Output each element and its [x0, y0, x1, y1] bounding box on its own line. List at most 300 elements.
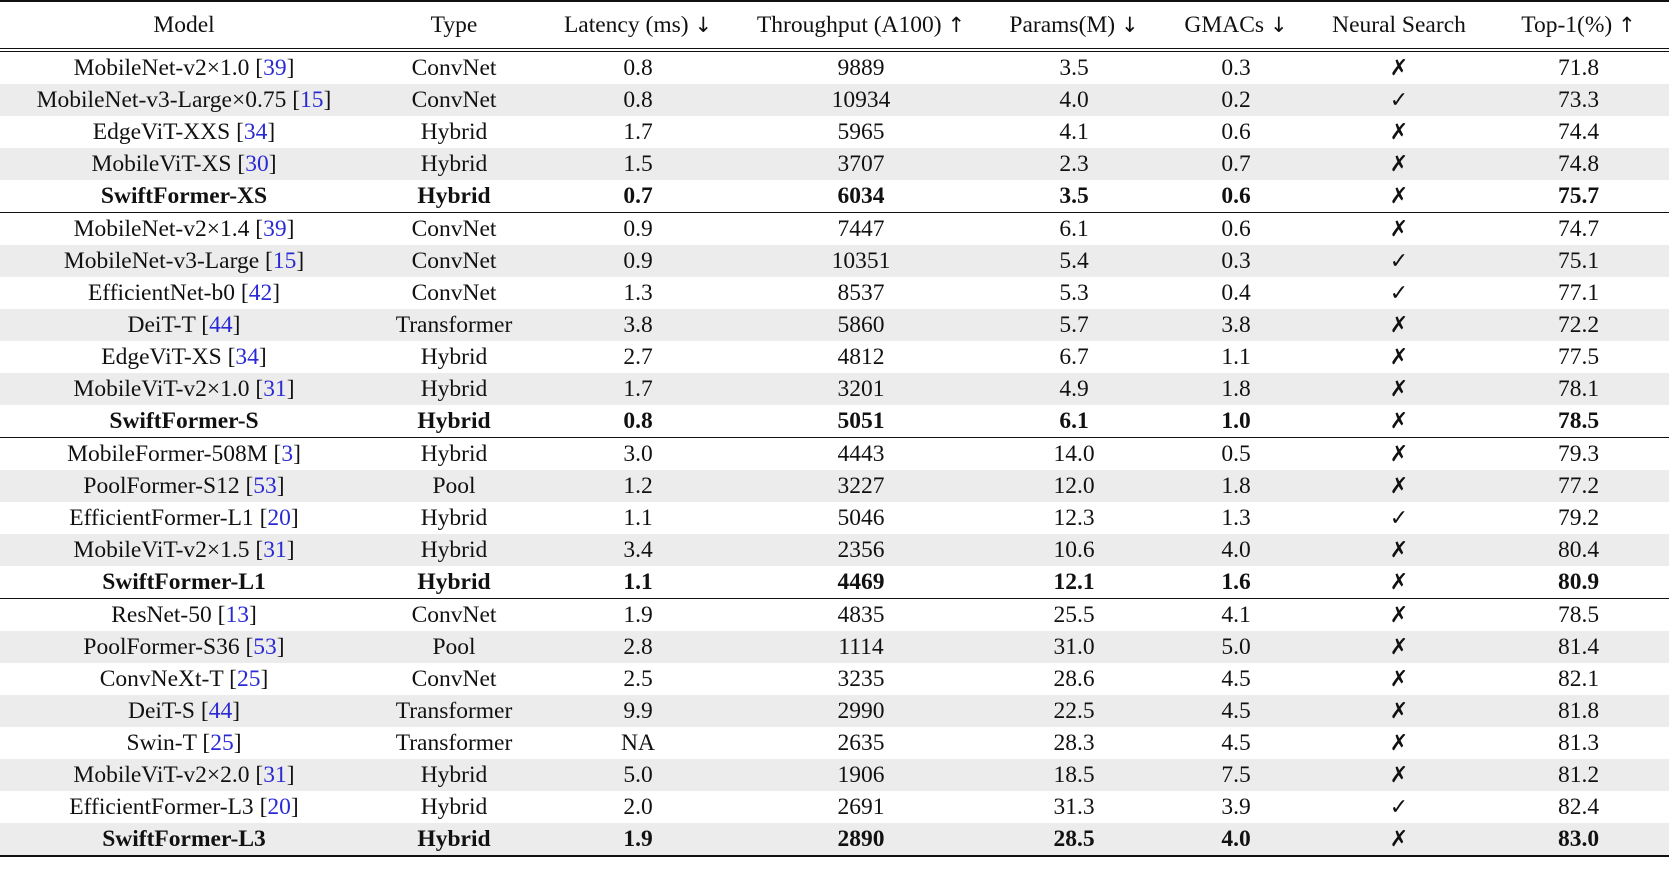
cell-model — [0, 566, 368, 599]
cell-params: 12.1 — [986, 566, 1162, 599]
cell-params: 6.7 — [1059, 344, 1089, 370]
cell-model: PoolFormer-S36 [53] — [0, 631, 368, 663]
citation-link[interactable]: 31 — [263, 376, 287, 402]
down-arrow-icon: ↓ — [694, 13, 713, 37]
cell-gmacs: 0.6 — [1221, 119, 1251, 145]
cross-icon: ✗ — [1389, 376, 1409, 402]
citation-link[interactable]: 39 — [263, 55, 287, 81]
model-name: EdgeViT-XXS — [92, 119, 231, 145]
cell-gmacs: 1.8 — [1162, 470, 1310, 502]
table-row — [0, 148, 1669, 180]
cell-params: 5.3 — [1059, 280, 1089, 306]
cell-top1: 75.1 — [1488, 245, 1669, 277]
cell-latency: NA — [621, 730, 655, 756]
cell-params: 12.3 — [1053, 505, 1095, 531]
table-row — [0, 245, 1669, 277]
cell-neural-search — [1310, 50, 1488, 84]
cell-gmacs: 0.2 — [1162, 84, 1310, 116]
cell-type: Hybrid — [368, 823, 540, 856]
cell-gmacs: 0.5 — [1221, 441, 1251, 467]
cell-type: Transformer — [395, 730, 513, 756]
cell-type: Pool — [368, 631, 540, 663]
cross-icon: ✗ — [1389, 762, 1409, 788]
cell-throughput: 4443 — [837, 441, 885, 467]
table-row — [0, 759, 1669, 791]
cell-latency: 5.0 — [540, 759, 736, 791]
cell-type: Hybrid — [368, 759, 540, 791]
model-name: ConvNeXt-T — [99, 666, 224, 692]
cell-top1: 81.4 — [1488, 631, 1669, 663]
cell-model: DeiT-S [44] — [0, 695, 368, 727]
header-row — [0, 1, 1669, 50]
cell-throughput: 7447 — [837, 216, 885, 242]
cross-icon: ✗ — [1389, 730, 1409, 756]
cell-latency: 1.2 — [540, 470, 736, 502]
cell-gmacs: 0.6 — [1221, 216, 1251, 242]
cell-type: Hybrid — [420, 505, 488, 531]
cell-latency: 3.0 — [623, 441, 653, 467]
cell-params: 18.5 — [986, 759, 1162, 791]
cross-icon: ✗ — [1389, 344, 1409, 370]
cell-type: Pool — [368, 470, 540, 502]
cross-icon: ✗ — [1389, 55, 1409, 81]
model-name: Swin-T — [126, 730, 197, 756]
cell-latency: 0.9 — [623, 216, 653, 242]
cell-model: EdgeViT-XS [34] — [101, 344, 267, 370]
cell-type: Hybrid — [368, 405, 540, 438]
cell-model — [0, 180, 368, 213]
cell-model: ResNet-50 [13] — [111, 602, 257, 628]
cell-params: 6.1 — [986, 405, 1162, 438]
cell-gmacs: 5.0 — [1162, 631, 1310, 663]
cell-type: Hybrid — [420, 794, 488, 820]
cell-model: MobileNet-v2×1.0 [39] — [73, 55, 295, 81]
header-throughput: Throughput (A100) ↑ — [736, 1, 986, 50]
cell-model: PoolFormer-S12 [53] — [0, 470, 368, 502]
cell-neural-search — [1310, 180, 1488, 213]
cell-throughput: 2890 — [736, 823, 986, 856]
cell-type: Transformer — [368, 695, 540, 727]
check-icon: ✓ — [1389, 505, 1409, 531]
citation-link[interactable]: 15 — [300, 87, 324, 113]
cell-throughput: 1906 — [736, 759, 986, 791]
cell-gmacs: 3.8 — [1162, 309, 1310, 341]
cell-neural-search — [1310, 823, 1488, 856]
citation-link[interactable]: 44 — [208, 698, 233, 724]
cell-top1: 73.3 — [1488, 84, 1669, 116]
table-row — [0, 84, 1669, 116]
cell-throughput: 4469 — [736, 566, 986, 599]
cell-params: 5.4 — [986, 245, 1162, 277]
header-params: Params(M) ↓ — [986, 1, 1162, 50]
cell-latency: 0.8 — [623, 55, 653, 81]
cell-latency: 1.3 — [623, 280, 653, 306]
model-name: MobileViT-v2×1.0 — [73, 376, 250, 402]
cell-latency: 2.5 — [623, 666, 653, 692]
citation-link[interactable]: 13 — [225, 602, 249, 628]
citation-link[interactable]: 31 — [263, 537, 287, 563]
check-icon: ✓ — [1389, 280, 1409, 306]
cell-neural-search — [1310, 727, 1488, 759]
cell-neural-search — [1310, 213, 1488, 246]
cell-type: ConvNet — [411, 216, 497, 242]
cell-throughput: 2990 — [736, 695, 986, 727]
cell-latency: 1.5 — [540, 148, 736, 180]
cell-throughput: 5860 — [736, 309, 986, 341]
table-row — [0, 373, 1669, 405]
cell-type: Hybrid — [368, 148, 540, 180]
cell-throughput: 5965 — [837, 119, 885, 145]
model-name: DeiT-S — [127, 698, 195, 724]
cell-throughput: 3707 — [736, 148, 986, 180]
cell-model: EfficientFormer-L1 [20] — [69, 505, 299, 531]
cell-latency: 1.7 — [623, 119, 653, 145]
citation-link[interactable]: 34 — [243, 119, 268, 145]
cell-params: 31.0 — [986, 631, 1162, 663]
cell-params: 10.6 — [986, 534, 1162, 566]
down-arrow-icon: ↓ — [1269, 13, 1288, 37]
cell-neural-search — [1310, 759, 1488, 791]
cell-gmacs: 4.5 — [1221, 730, 1251, 756]
cell-throughput: 10934 — [736, 84, 986, 116]
cross-icon: ✗ — [1389, 441, 1409, 467]
cell-model: EdgeViT-XXS [34] — [92, 119, 276, 145]
cell-top1: 75.7 — [1488, 180, 1669, 213]
cell-neural-search — [1310, 373, 1488, 405]
cell-top1: 82.1 — [1557, 666, 1600, 692]
model-name: PoolFormer-S36 — [83, 634, 240, 660]
cell-params: 4.1 — [1059, 119, 1089, 145]
cell-throughput: 1114 — [736, 631, 986, 663]
cell-type: Transformer — [368, 309, 540, 341]
cell-top1: 78.1 — [1488, 373, 1669, 405]
cell-neural-search — [1310, 566, 1488, 599]
cell-model: MobileNet-v3-Large×0.75 [15] — [0, 84, 368, 116]
cell-top1: 77.5 — [1557, 344, 1600, 370]
cell-model: MobileViT-XS [30] — [0, 148, 368, 180]
cross-icon: ✗ — [1389, 698, 1409, 724]
cell-top1: 79.3 — [1557, 441, 1600, 467]
cell-model: Swin-T [25] — [126, 730, 242, 756]
down-arrow-icon: ↓ — [1121, 13, 1139, 37]
cell-gmacs: 3.9 — [1221, 794, 1251, 820]
cell-model: MobileFormer-508M [3] — [67, 441, 301, 467]
cell-params: 25.5 — [1053, 602, 1095, 628]
cross-icon: ✗ — [1389, 569, 1409, 595]
cell-top1: 79.2 — [1557, 505, 1600, 531]
cell-neural-search — [1310, 84, 1488, 116]
citation-link[interactable]: 42 — [248, 280, 273, 306]
check-icon: ✓ — [1389, 248, 1409, 274]
citation-link[interactable]: 31 — [263, 762, 287, 788]
cell-neural-search — [1310, 502, 1488, 534]
cell-top1: 71.8 — [1557, 55, 1600, 81]
cell-neural-search — [1310, 245, 1488, 277]
citation-link[interactable]: 34 — [235, 344, 259, 370]
cell-gmacs: 0.4 — [1221, 280, 1251, 306]
cell-gmacs: 1.1 — [1221, 344, 1251, 370]
cell-top1: 81.2 — [1488, 759, 1669, 791]
cell-latency: 1.9 — [623, 602, 653, 628]
cross-icon: ✗ — [1389, 473, 1409, 499]
cell-params: 6.1 — [1059, 216, 1089, 242]
cell-neural-search — [1310, 470, 1488, 502]
cell-gmacs: 1.3 — [1221, 505, 1251, 531]
cell-model: EfficientFormer-L3 [20] — [69, 794, 299, 820]
cell-neural-search — [1310, 148, 1488, 180]
cell-neural-search — [1310, 116, 1488, 148]
citation-link[interactable]: 3 — [281, 441, 294, 467]
cell-model: MobileViT-v2×1.0 [31] — [0, 373, 368, 405]
cross-icon: ✗ — [1389, 602, 1409, 628]
model-name: MobileViT-XS — [91, 151, 232, 177]
table-row — [0, 663, 1669, 695]
table-row — [0, 277, 1669, 309]
cell-latency: 2.8 — [540, 631, 736, 663]
table-row — [0, 470, 1669, 502]
cell-throughput: 5046 — [837, 505, 885, 531]
citation-link[interactable]: 39 — [263, 216, 287, 242]
cell-model: MobileViT-v2×2.0 [31] — [0, 759, 368, 791]
cell-type: Hybrid — [368, 534, 540, 566]
table-row — [0, 823, 1669, 856]
model-name: MobileViT-v2×2.0 — [73, 762, 250, 788]
cross-icon: ✗ — [1389, 826, 1409, 852]
model-name: PoolFormer-S12 — [83, 473, 240, 499]
model-name: SwiftFormer-S — [109, 408, 259, 434]
table-row — [0, 566, 1669, 599]
cell-model: DeiT-T [44] — [0, 309, 368, 341]
citation-link[interactable]: 53 — [253, 634, 277, 660]
cell-throughput: 2356 — [736, 534, 986, 566]
table-row — [0, 599, 1669, 632]
table-row — [0, 309, 1669, 341]
model-name: MobileFormer-508M — [67, 441, 268, 467]
cell-neural-search — [1310, 438, 1488, 471]
cell-type: ConvNet — [368, 84, 540, 116]
cell-neural-search — [1310, 663, 1488, 695]
cell-type: ConvNet — [368, 245, 540, 277]
cell-neural-search — [1310, 309, 1488, 341]
model-name: MobileNet-v2×1.0 — [73, 55, 250, 81]
cell-throughput: 3201 — [736, 373, 986, 405]
cell-latency: 3.8 — [540, 309, 736, 341]
check-icon: ✓ — [1389, 87, 1409, 113]
cell-gmacs: 0.3 — [1221, 55, 1251, 81]
cell-latency: 1.9 — [540, 823, 736, 856]
table-row — [0, 534, 1669, 566]
cross-icon: ✗ — [1389, 216, 1409, 242]
table-row — [0, 116, 1669, 148]
cross-icon: ✗ — [1389, 537, 1409, 563]
cell-params: 22.5 — [986, 695, 1162, 727]
header-neural-search: Neural Search — [1310, 1, 1488, 50]
table-row — [0, 405, 1669, 438]
cell-latency: 2.0 — [623, 794, 653, 820]
cell-model: MobileNet-v3-Large [15] — [0, 245, 368, 277]
cell-neural-search — [1310, 631, 1488, 663]
cell-latency: 0.8 — [540, 405, 736, 438]
cell-latency: 2.7 — [623, 344, 653, 370]
header-model: Model — [0, 1, 368, 50]
cell-type: Hybrid — [420, 344, 488, 370]
cell-throughput: 4835 — [837, 602, 885, 628]
cell-throughput: 2691 — [837, 794, 885, 820]
cell-params: 14.0 — [1053, 441, 1095, 467]
table-row — [0, 213, 1669, 246]
cell-throughput: 4812 — [837, 344, 885, 370]
cell-params: 2.3 — [986, 148, 1162, 180]
check-icon: ✓ — [1389, 794, 1409, 820]
cell-throughput: 3227 — [736, 470, 986, 502]
header-gmacs: GMACs ↓ — [1162, 1, 1310, 50]
cell-gmacs: 0.6 — [1162, 180, 1310, 213]
cell-gmacs: 1.0 — [1162, 405, 1310, 438]
cell-latency: 3.4 — [540, 534, 736, 566]
model-name: ResNet-50 — [111, 602, 212, 628]
cross-icon: ✗ — [1389, 183, 1409, 209]
cell-gmacs: 1.6 — [1162, 566, 1310, 599]
cell-throughput: 3235 — [837, 666, 885, 692]
cell-params: 28.5 — [986, 823, 1162, 856]
cell-throughput: 8537 — [837, 280, 885, 306]
cell-latency: 1.1 — [540, 566, 736, 599]
cell-latency: 0.9 — [540, 245, 736, 277]
cell-top1: 74.8 — [1488, 148, 1669, 180]
cell-model — [0, 823, 368, 856]
cell-params: 28.3 — [1053, 730, 1095, 756]
model-name: MobileNet-v2×1.4 — [73, 216, 250, 242]
cell-neural-search — [1310, 405, 1488, 438]
cell-params: 4.9 — [986, 373, 1162, 405]
table-row — [0, 50, 1669, 84]
model-name: MobileViT-v2×1.5 — [73, 537, 250, 563]
cell-neural-search — [1310, 599, 1488, 632]
citation-link[interactable]: 53 — [253, 473, 277, 499]
cell-model: MobileNet-v2×1.4 [39] — [73, 216, 295, 242]
cell-gmacs: 1.8 — [1162, 373, 1310, 405]
model-name: MobileNet-v3-Large×0.75 — [36, 87, 287, 113]
cell-top1: 74.7 — [1557, 216, 1600, 242]
cell-gmacs: 4.0 — [1162, 823, 1310, 856]
cross-icon: ✗ — [1389, 408, 1409, 434]
citation-link[interactable]: 15 — [272, 248, 297, 274]
header-type: Type — [368, 1, 540, 50]
cell-top1: 74.4 — [1557, 119, 1600, 145]
up-arrow-icon: ↑ — [1618, 13, 1636, 37]
cross-icon: ✗ — [1389, 634, 1409, 660]
cell-latency: 1.1 — [623, 505, 653, 531]
cell-gmacs: 4.0 — [1162, 534, 1310, 566]
cell-gmacs: 4.5 — [1162, 695, 1310, 727]
cell-model — [0, 405, 368, 438]
cell-neural-search — [1310, 791, 1488, 823]
cell-throughput: 2635 — [837, 730, 885, 756]
cell-type: ConvNet — [411, 55, 497, 81]
cell-throughput: 5051 — [736, 405, 986, 438]
cell-neural-search — [1310, 534, 1488, 566]
cell-params: 4.0 — [986, 84, 1162, 116]
cell-top1: 81.3 — [1557, 730, 1600, 756]
cell-top1: 81.8 — [1488, 695, 1669, 727]
cell-top1: 77.1 — [1557, 280, 1600, 306]
citation-link[interactable]: 20 — [267, 505, 291, 531]
cell-throughput: 9889 — [837, 55, 885, 81]
cell-neural-search — [1310, 341, 1488, 373]
table-row — [0, 502, 1669, 534]
cell-type: ConvNet — [411, 666, 497, 692]
table-row — [0, 791, 1669, 823]
cell-top1: 80.4 — [1488, 534, 1669, 566]
cell-type: Hybrid — [368, 373, 540, 405]
table-row — [0, 631, 1669, 663]
table-row — [0, 695, 1669, 727]
cross-icon: ✗ — [1389, 151, 1409, 177]
up-arrow-icon: ↑ — [947, 13, 966, 37]
cell-top1: 82.4 — [1557, 794, 1600, 820]
model-name: EfficientFormer-L3 — [69, 794, 254, 820]
citation-link[interactable]: 25 — [236, 666, 261, 692]
model-name: SwiftFormer-L1 — [102, 569, 266, 595]
cell-params: 3.5 — [986, 180, 1162, 213]
cell-params: 5.7 — [986, 309, 1162, 341]
cell-type: ConvNet — [411, 280, 497, 306]
cell-top1: 83.0 — [1488, 823, 1669, 856]
cell-latency: 1.7 — [540, 373, 736, 405]
model-name: SwiftFormer-L3 — [102, 826, 266, 852]
cell-latency: 0.7 — [540, 180, 736, 213]
cell-type: Hybrid — [420, 119, 488, 145]
model-name: EfficientFormer-L1 — [69, 505, 254, 531]
cell-throughput: 6034 — [736, 180, 986, 213]
cell-type: Hybrid — [368, 180, 540, 213]
cell-latency: 9.9 — [540, 695, 736, 727]
cell-params: 3.5 — [1059, 55, 1089, 81]
cell-top1: 78.5 — [1557, 602, 1600, 628]
citation-link[interactable]: 20 — [267, 794, 291, 820]
cell-throughput: 10351 — [736, 245, 986, 277]
table-row — [0, 180, 1669, 213]
citation-link[interactable]: 25 — [210, 730, 234, 756]
cell-latency: 0.8 — [540, 84, 736, 116]
model-name: EdgeViT-XS — [101, 344, 222, 370]
header-top1: Top-1(%) ↑ — [1488, 1, 1669, 50]
cell-top1: 72.2 — [1488, 309, 1669, 341]
cross-icon: ✗ — [1389, 666, 1409, 692]
cell-top1: 78.5 — [1488, 405, 1669, 438]
table-row — [0, 341, 1669, 373]
cell-gmacs: 4.5 — [1221, 666, 1251, 692]
cell-model: ConvNeXt-T [25] — [99, 666, 269, 692]
cell-top1: 77.2 — [1488, 470, 1669, 502]
citation-link[interactable]: 30 — [245, 151, 269, 177]
cell-params: 12.0 — [986, 470, 1162, 502]
cell-gmacs: 4.1 — [1221, 602, 1251, 628]
cell-params: 28.6 — [1053, 666, 1095, 692]
model-name: EfficientNet-b0 — [87, 280, 235, 306]
model-name: SwiftFormer-XS — [100, 183, 268, 209]
table-row — [0, 438, 1669, 471]
model-name: DeiT-T — [127, 312, 196, 338]
cell-neural-search — [1310, 695, 1488, 727]
cell-gmacs: 0.7 — [1162, 148, 1310, 180]
cell-params: 31.3 — [1053, 794, 1095, 820]
cross-icon: ✗ — [1389, 312, 1409, 338]
table-row — [0, 727, 1669, 759]
citation-link[interactable]: 44 — [209, 312, 233, 338]
cell-type: Hybrid — [368, 566, 540, 599]
cell-gmacs: 7.5 — [1162, 759, 1310, 791]
